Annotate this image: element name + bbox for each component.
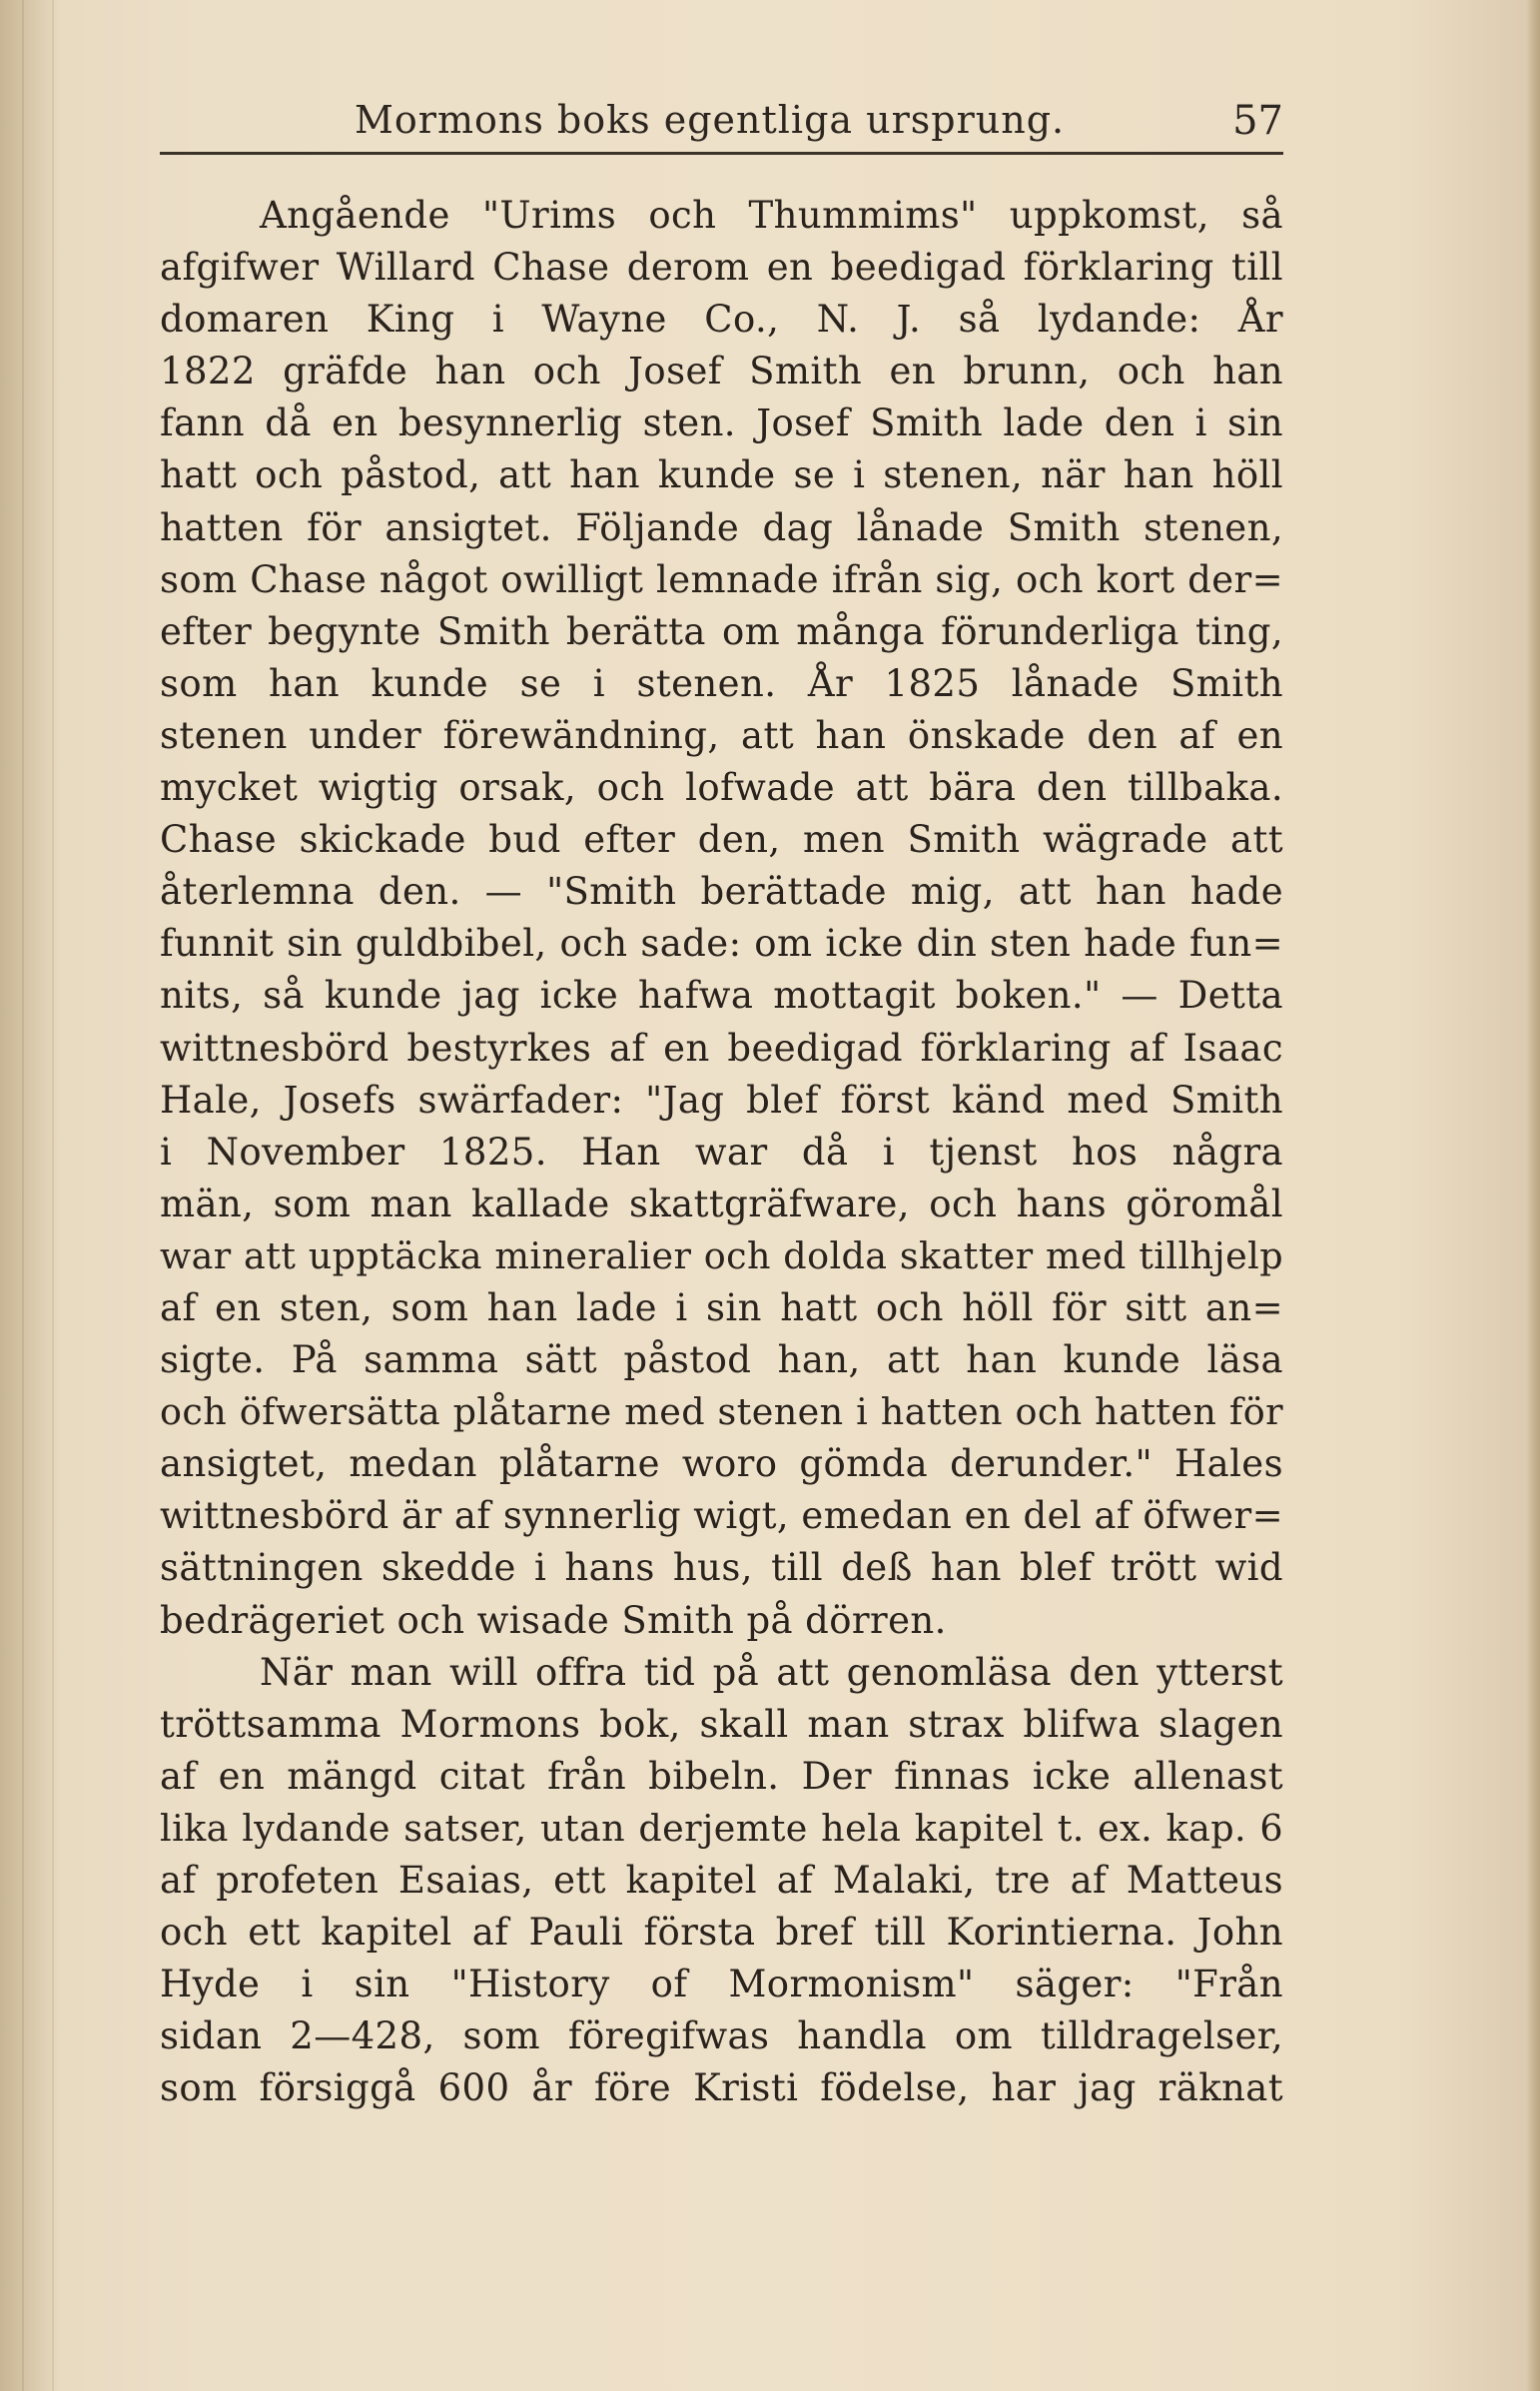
text-line: och ett kapitel af Pauli första bref till Korintierna. John — [160, 1911, 1283, 1955]
text-line: bedrägeriet och wisade Smith på dörren. — [160, 1598, 947, 1642]
gutter-fold-line — [52, 0, 54, 2391]
text-line: tröttsamma Mormons bok, skall man strax blifwa slagen — [160, 1702, 1283, 1746]
text-line: När man will offra tid på att genomläsa den ytterst — [260, 1650, 1283, 1694]
text-line: återlemna den. — "Smith berättade mig, att han hade — [160, 870, 1283, 914]
page-edge — [1526, 0, 1540, 2391]
page-header — [160, 92, 1283, 148]
text-line: mycket wigtig orsak, och lofwade att bära den tillbaka. — [160, 766, 1283, 810]
text-line: sidan 2—428, som föregifwas handla om tilldragelser, — [160, 2014, 1283, 2058]
text-line: män, som man kallade skattgräfware, och hans göromål — [160, 1182, 1283, 1225]
text-line: Chase skickade bud efter den, men Smith wägrade att — [160, 818, 1283, 862]
text-line: som Chase något owilligt lemnade ifrån sig, och kort der= — [160, 557, 1283, 601]
text-line: war att upptäcka mineralier och dolda skatter med tillhjelp — [160, 1233, 1283, 1277]
header-rule — [160, 152, 1283, 155]
text-line: lika lydande satser, utan derjemte hela kapitel t. ex. kap. 6 — [160, 1806, 1283, 1850]
body-text — [160, 190, 1283, 2114]
text-line: wittnesbörd bestyrkes af en beedigad förklaring af Isaac — [160, 1026, 1283, 1070]
text-line: af en mängd citat från bibeln. Der finnas icke allenast — [160, 1754, 1283, 1798]
text-line: hatten för ansigtet. Följande dag lånade Smith stenen, — [160, 505, 1283, 549]
text-line: Hyde i sin "History of Mormonism" säger: "Från — [160, 1963, 1283, 2006]
text-line: wittnesbörd är af synnerlig wigt, emedan en del af öfwer= — [160, 1494, 1283, 1538]
text-line: Angående "Urims och Thummims" uppkomst, så — [260, 194, 1283, 237]
text-line: som försiggå 600 år före Kristi födelse, har jag räknat — [160, 2066, 1283, 2110]
page-gutter — [0, 0, 60, 2391]
text-line: afgifwer Willard Chase derom en beedigad förklaring till — [160, 246, 1283, 290]
text-line: fann då en besynnerlig sten. Josef Smith lade den i sin — [160, 401, 1283, 445]
text-line: ansigtet, medan plåtarne woro gömda derunder." Hales — [160, 1442, 1283, 1486]
text-line: nits, så kunde jag icke hafwa mottagit boken." — Detta — [160, 974, 1283, 1018]
text-line: hatt och påstod, att han kunde se i stenen, när han höll — [160, 453, 1283, 497]
gutter-fold-line — [22, 0, 24, 2391]
text-line: som han kunde se i stenen. År 1825 lånade Smith — [160, 661, 1283, 705]
text-line: domaren King i Wayne Co., N. J. så lydande: År — [160, 298, 1283, 342]
text-line: och öfwersätta plåtarne med stenen i hatten och hatten för — [160, 1390, 1283, 1434]
text-line: sigte. På samma sätt påstod han, att han kunde läsa — [160, 1338, 1283, 1382]
text-line: i November 1825. Han war då i tjenst hos några — [160, 1130, 1283, 1174]
text-line: 1822 gräfde han och Josef Smith en brunn, och han — [160, 350, 1283, 394]
text-line: stenen under förewändning, att han önskade den af en — [160, 713, 1283, 757]
text-line: Hale, Josefs swärfader: "Jag blef först känd med Smith — [160, 1078, 1283, 1122]
text-line: af en sten, som han lade i sin hatt och höll för sitt an= — [160, 1285, 1283, 1329]
text-line: efter begynte Smith berätta om många förunderliga ting, — [160, 609, 1283, 653]
text-line: sättningen skedde i hans hus, till deß han blef trött wid — [160, 1546, 1283, 1590]
page-number: 57 — [1232, 98, 1283, 144]
text-line: funnit sin guldbibel, och sade: om icke din sten hade fun= — [160, 922, 1283, 966]
running-title: Mormons boks egentliga ursprung. — [355, 98, 1066, 142]
text-line: af profeten Esaias, ett kapitel af Malaki, tre af Matteus — [160, 1859, 1283, 1902]
